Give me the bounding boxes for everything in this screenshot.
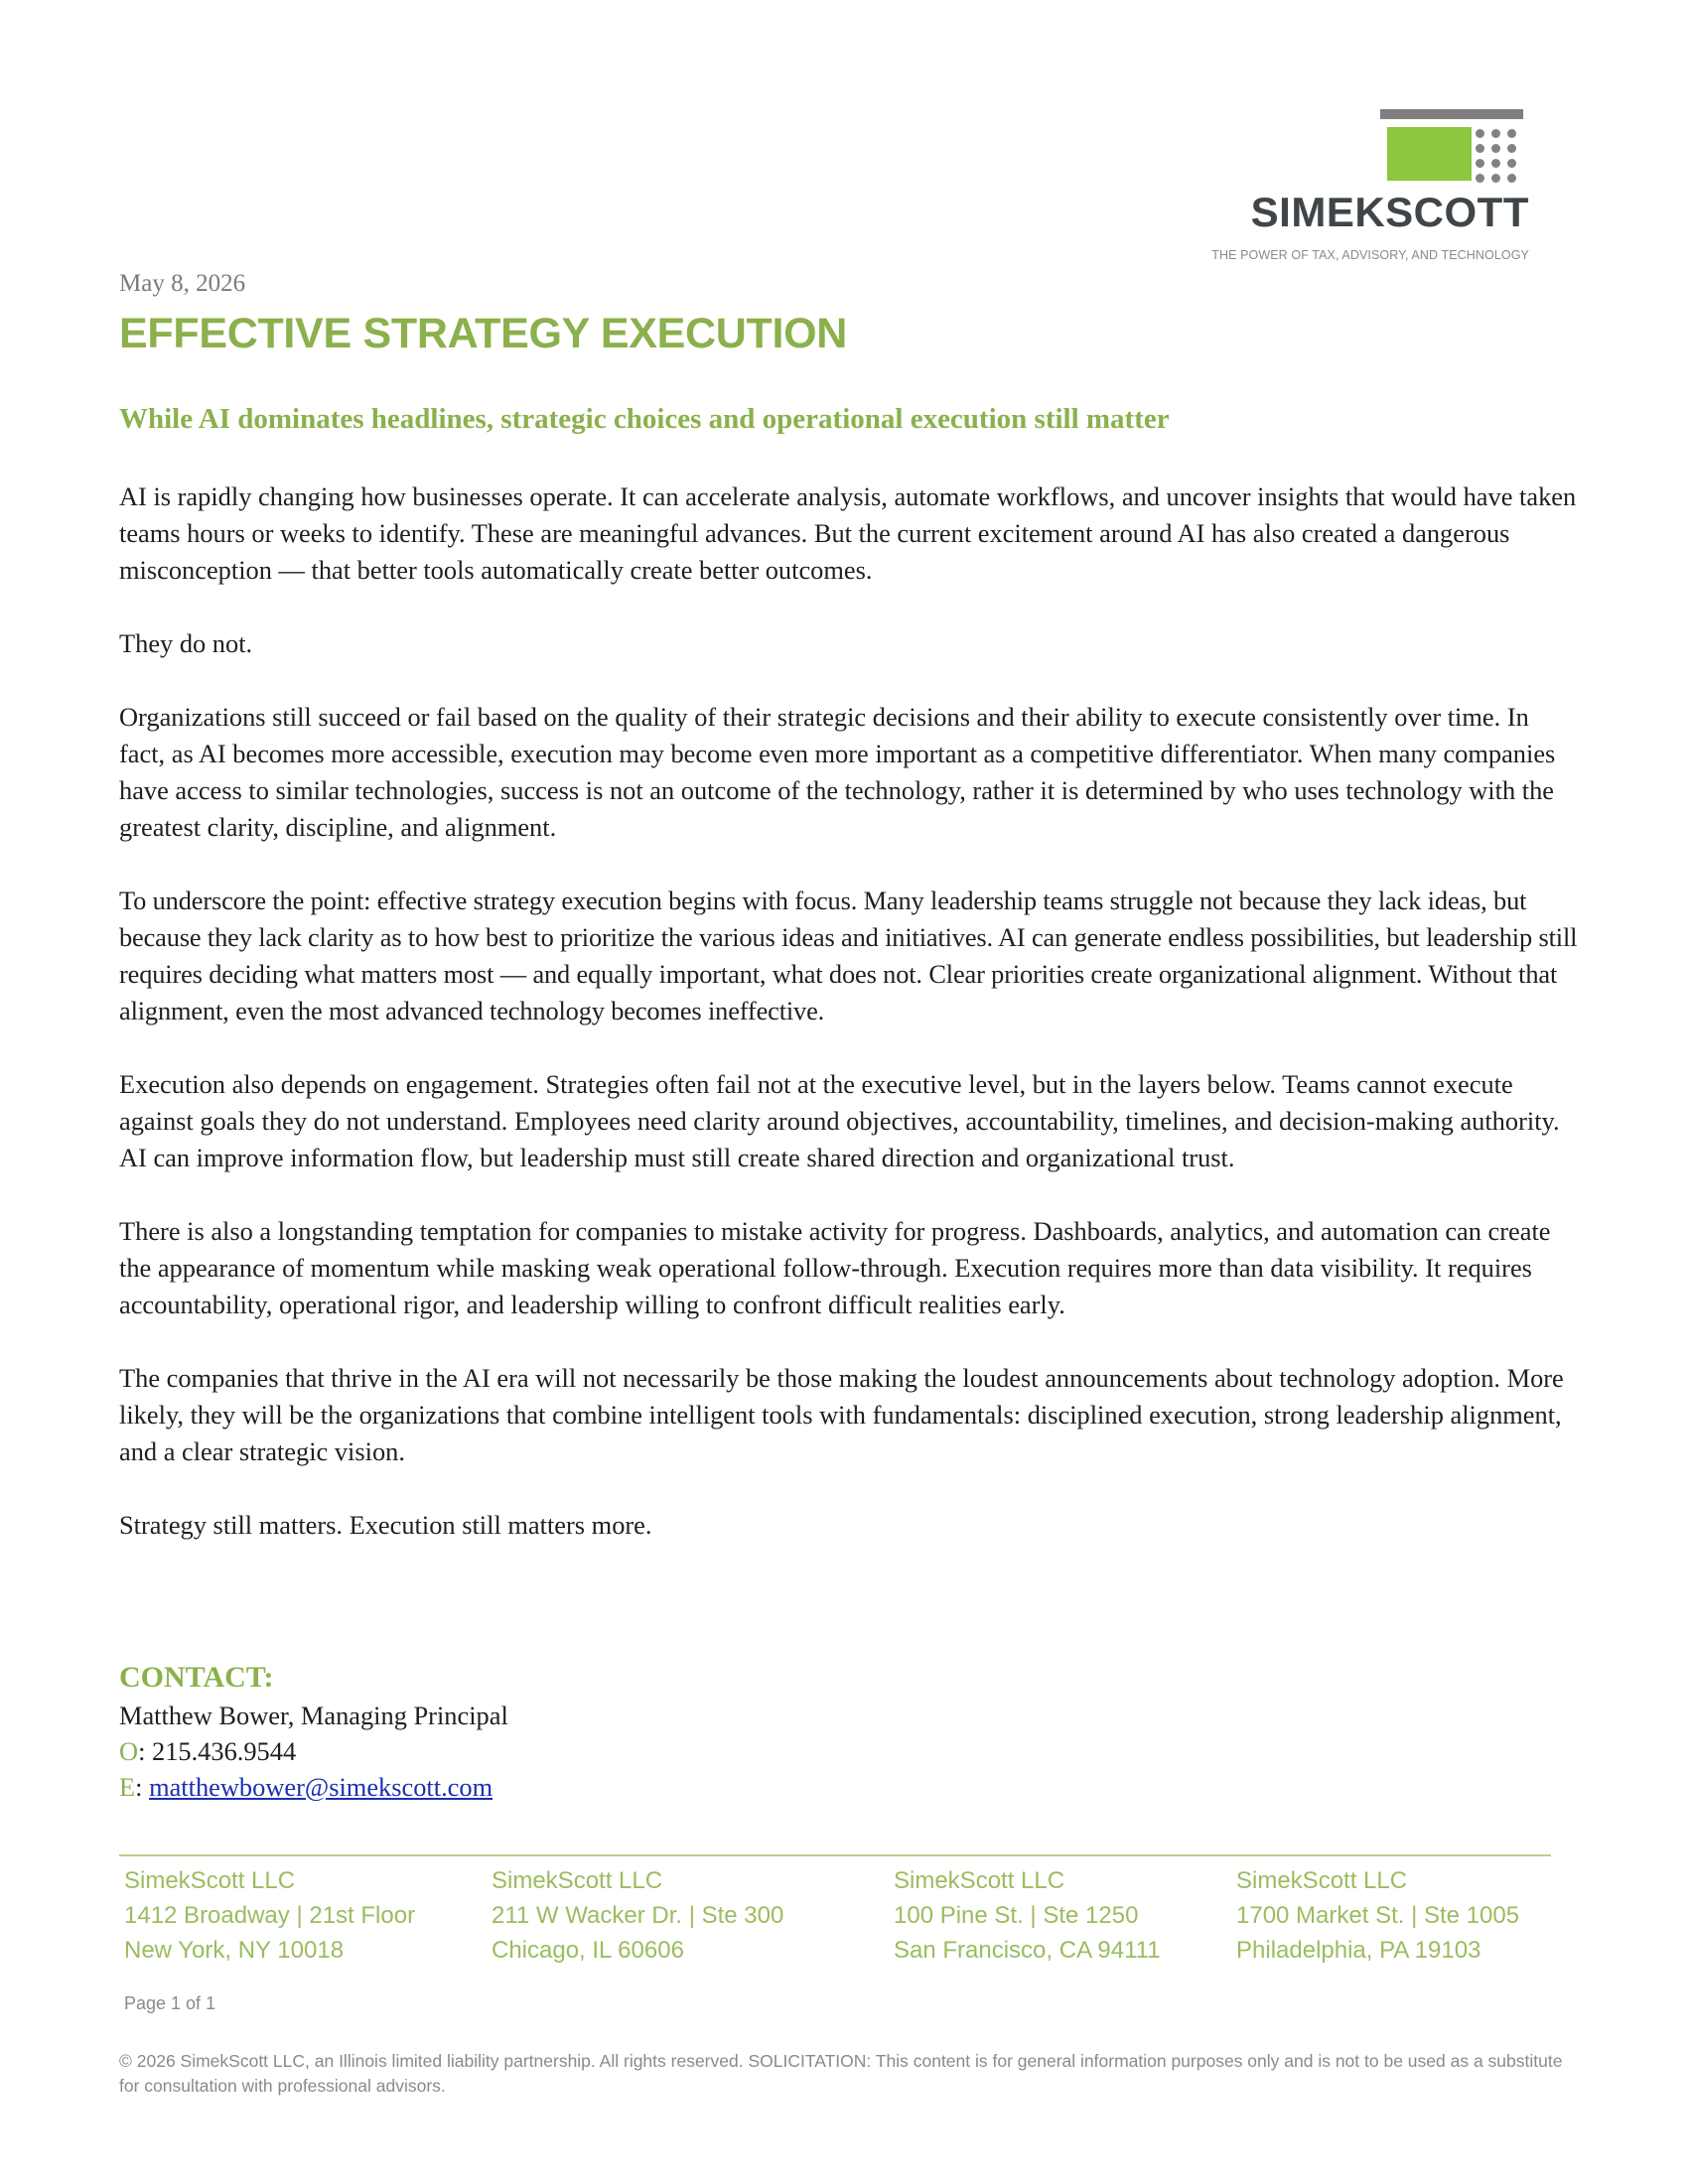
logo-dot-grid (1472, 125, 1523, 185)
body-paragraph: Execution also depends on engagement. Strategies often fail not at the executive level, but in the layers below. Teams cannot execute against goals they do not understand. Employees need clarity around objectives, accountability, timelines, and decision-making authority. AI can improve information flow, but leadership must still create shared direction and organizational trust. (119, 1069, 1560, 1172)
office-address-philadelphia (1236, 1863, 1519, 1968)
article-body (119, 478, 1579, 1580)
logo-dot (1491, 144, 1500, 153)
document-date: May 8, 2026 (119, 270, 246, 297)
document-title: EFFECTIVE STRATEGY EXECUTION (119, 310, 848, 357)
contact-phone-line (119, 1733, 508, 1769)
email-label: E (119, 1772, 136, 1802)
office-city: Chicago, IL 60606 (492, 1937, 684, 1964)
logo-dot (1476, 159, 1484, 168)
logo-dot (1507, 174, 1516, 183)
office-street: 211 W Wacker Dr. | Ste 300 (492, 1902, 784, 1929)
logo-dot (1507, 144, 1516, 153)
office-address-new-york (124, 1863, 415, 1968)
body-paragraph: There is also a longstanding temptation for companies to mistake activity for progress. Dashboards, analytics, and automation can create the appearance of momentum while masking weak operational follow-through. Execution requires more than data visibility. It requires accountability, operational rigor, and leadership willing to confront difficult realities early. (119, 1216, 1551, 1319)
logo-dot (1476, 129, 1484, 138)
contact-email-link[interactable]: matthewbower@simekscott.com (149, 1772, 493, 1802)
logo-dot (1507, 129, 1516, 138)
logo-dot (1476, 174, 1484, 183)
logo-green-block (1387, 127, 1481, 181)
office-address-san-francisco (894, 1863, 1161, 1968)
email-separator: : (135, 1772, 150, 1802)
footer-divider (119, 1854, 1551, 1856)
phone-label: O (119, 1736, 139, 1766)
company-logo (1187, 107, 1534, 266)
contact-name: Matthew Bower, Managing Principal (119, 1701, 508, 1730)
office-name: SimekScott LLC (124, 1867, 296, 1894)
body-paragraph: AI is rapidly changing how businesses operate. It can accelerate analysis, automate workflows, and uncover insights that would have taken teams hours or weeks to identify. These are meaningful advances. But the current excitement around AI has also created a dangerous misconception — that better tools automatically create better outcomes. (119, 481, 1577, 585)
office-city: New York, NY 10018 (124, 1937, 345, 1964)
body-paragraph: Strategy still matters. Execution still matters more. (119, 1510, 652, 1540)
document-subtitle: While AI dominates headlines, strategic choices and operational execution still matter (119, 403, 1170, 435)
office-street: 1412 Broadway | 21st Floor (124, 1902, 416, 1929)
logo-dot (1491, 174, 1500, 183)
contact-block (119, 1660, 508, 1805)
logo-dot (1476, 144, 1484, 153)
body-paragraph: The companies that thrive in the AI era will not necessarily be those making the loudest announcements about technology adoption. More likely, they will be the organizations that combine intelligent tools with fundamentals: disciplined execution, strong leadership alignment, and a clear strategic vision. (119, 1363, 1564, 1466)
contact-email-line (119, 1769, 508, 1805)
body-paragraph: They do not. (119, 628, 253, 658)
office-street: 1700 Market St. | Ste 1005 (1236, 1902, 1520, 1929)
office-address-chicago (492, 1863, 783, 1968)
page-number: Page 1 of 1 (124, 1993, 216, 2013)
legal-disclaimer: © 2026 SimekScott LLC, an Illinois limited liability partnership. All rights reserved. SOLICITATION: This content is for general information purposes only and is not to be used as a substitute for consultation with professional advisors. (119, 2051, 1563, 2096)
office-city: San Francisco, CA 94111 (894, 1937, 1161, 1964)
office-city: Philadelphia, PA 19103 (1236, 1937, 1481, 1964)
body-paragraph: To underscore the point: effective strategy execution begins with focus. Many leadership teams struggle not because they lack ideas, but because they lack clarity as to how best to prioritize the various ideas and initiatives. AI can generate endless possibilities, but leadership still requires deciding what matters most — and equally important, what does not. Clear priorities create organizational alignment. Without that alignment, even the most advanced technology becomes ineffective. (119, 886, 1578, 1025)
office-name: SimekScott LLC (1236, 1867, 1408, 1894)
logo-dot (1507, 159, 1516, 168)
logo-wordmark: SIMEKSCOTT (1250, 189, 1529, 235)
logo-dot (1491, 129, 1500, 138)
body-paragraph: Organizations still succeed or fail based on the quality of their strategic decisions and their ability to execute consistently over time. In fact, as AI becomes more accessible, execution may become even more important as a competitive differentiator. When many companies have access to similar technologies, success is not an outcome of the technology, rather it is determined by who uses technology with the greatest clarity, discipline, and alignment. (119, 702, 1556, 842)
office-name: SimekScott LLC (894, 1867, 1065, 1894)
logo-tagline: THE POWER OF TAX, ADVISORY, AND TECHNOLOGY (1211, 248, 1529, 262)
office-name: SimekScott LLC (492, 1867, 663, 1894)
logo-gray-bar (1380, 109, 1523, 119)
contact-heading: CONTACT: (119, 1661, 274, 1694)
contact-phone: : 215.436.9544 (138, 1736, 297, 1766)
office-street: 100 Pine St. | Ste 1250 (894, 1902, 1139, 1929)
logo-dot (1491, 159, 1500, 168)
